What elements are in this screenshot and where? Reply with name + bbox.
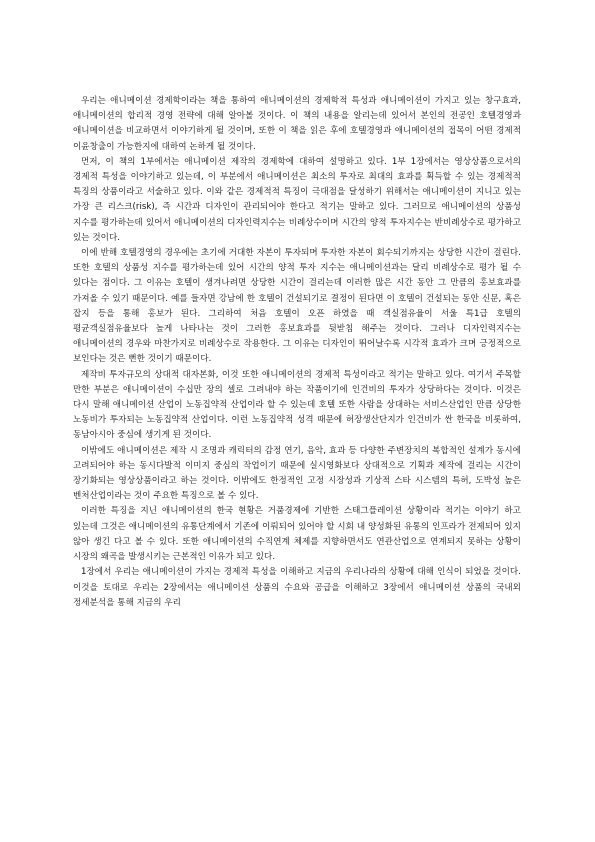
paragraph-other-features: 이밖에도 애니메이션은 제작 시 조명과 캐릭터의 감정 연기, 음악, 효과 등 다양한 주변장치의 복합적인 설계가 동시에 고려되어야 하는 동시다발적 이미지 중심의 작업이기 때문에 실시영화보다 상대적으로 기획과 제작에 걸리는 시간이 장기화되는 영상상품이라고 하는 것이다. 이밖에도 한정적인 고정 시장성과 기상적 스타 시스템의 특허, 도박성 높은 벤처산업이라는 것이 주요한 특징으로 볼 수 있다. bbox=[73, 445, 521, 502]
document-page bbox=[73, 94, 521, 611]
paragraph-production-cost: 제작비 투자규모의 상대적 대자본화, 이것 또한 애니메이션의 경제적 특성이라고 적기는 말하고 있다. 여기서 주목할 만한 부분은 애니메이션이 수십만 장의 셀로 그려내야 하는 작품이기에 인건비의 투자가 상당하다는 것이다. 이것은 다시 말해 애니메이션 산업이 노동집약적 산업이라 할 수 있는데 호텔 또한 사람을 상대하는 서비스산업인 만큼 상당한 노동비가 투자되는 노동집약적 산업이다. 이런 노동집약적 성격 때문에 허장생산단지가 인건비가 싼 한국을 비롯하여, 동남아시아 중심에 생기게 된 것이다. bbox=[73, 369, 521, 441]
paragraph-hotel-comparison: 이에 반해 호텔경영의 경우에는 초기에 거대한 자본이 투자되며 투자한 자본이 회수되기까지는 상당한 시간이 걸린다. 또한 호텔의 상품성 지수를 평가하는데 있어 시간의 양적 투자 지수는 애니메이션과는 달리 비례상수로 평가 될 수 있다는 점이다. 그 이유는 호텔이 생겨나려면 상당한 시간이 걸리는데 이러한 많은 시간 동안 그 만큼의 홍보효과를 가져올 수 있기 때문이다. 예를 들자면 강남에 한 호텔이 건설되기로 결정이 된다면 이 호텔이 건설되는 동안 신문, 혹은 잡지 등을 통해 홍보가 된다. 그리하여 처음 호텔이 오픈 하였을 때 객실점유율이 서울 특1급 호텔의 평균객실점유율보다 높게 나타나는 것이 그러한 홍보효과를 뒷받침 해주는 것이다. 그러나 디자인력지수는 애니메이션의 경우와 마찬가지로 비례상수로 작용한다. 그 이유는 디자인이 뛰어날수록 시각적 효과가 크며 긍정적으로 보인다는 것은 뻔한 것이기 때문이다. bbox=[73, 248, 521, 365]
paragraph-intro: 우리는 애니메이션 경제학이라는 책을 통하여 애니메이션의 경제학적 특성과 애니메이션이 가지고 있는 창구효과, 애니메이션의 합리적 경영 전략에 대해 알아볼 것이다. 이 책의 내용을 알리는데 있어서 본인의 전공인 호텔경영과 애니메이션을 비교하면서 이야기하게 될 것이며, 또한 이 책을 읽은 후에 호텔경영과 애니메이션의 접목이 어떤 경제적 이윤창출이 가능한지에 대하여 논하게 될 것이다. bbox=[73, 96, 521, 152]
paragraph-part1-chapter1: 먼저, 이 책의 1부에서는 애니메이션 제작의 경제학에 대하여 설명하고 있다. 1부 1장에서는 영상상품으로서의 경제적 특성을 이야기하고 있는데, 이 부분에서 애니메이션은 최소의 투자로 최대의 효과를 획득할 수 있는 경제적적 특징의 상품이라고 서술하고 있다. 이와 같은 경제적적 특징이 극대점을 달성하기 위해서는 애니메이션이 지니고 있는 가장 큰 리스크(risk), 즉 시간과 디자인이 관리되어야 한다고 적기는 말하고 있다. 그러므로 애니메이션의 상품성 지수를 평가하는데 있어서 애니메이션의 디자인력지수는 비례상수이며 시간의 양적 투자지수는 반비례상수로 평가하고 있는 것이다. bbox=[73, 156, 521, 243]
paragraph-korea-status: 이러한 특징을 지닌 애니메이션의 한국 현황은 거품경제에 기반한 스태그플레이션 상황이라 적기는 이야기 하고 있는데 그것은 애니메이션의 유통단계에서 기존에 이뤄되어 있어야 할 시회 내 양성화된 유통의 인프라가 전제되어 있지 않아 생긴 다고 볼 수 있다. 또한 애니메이션의 수직연계 체제를 지향하면서도 연관산업으로 연계되지 못하는 상황이 시장의 왜곡을 발생시키는 근본적인 이유가 되고 있다. bbox=[73, 506, 521, 563]
paragraph-chapter-summary: 1장에서 우리는 애니메이션이 가지는 경제적 특성을 이해하고 지금의 우리나라의 상황에 대해 인식이 되었을 것이다. 이것을 토대로 우리는 2장에서는 애니메이션 상품의 수요와 공급을 이해하고 3장에서 애니메이션 상품의 국내외 정세분석을 통해 지금의 우리 bbox=[73, 567, 521, 608]
